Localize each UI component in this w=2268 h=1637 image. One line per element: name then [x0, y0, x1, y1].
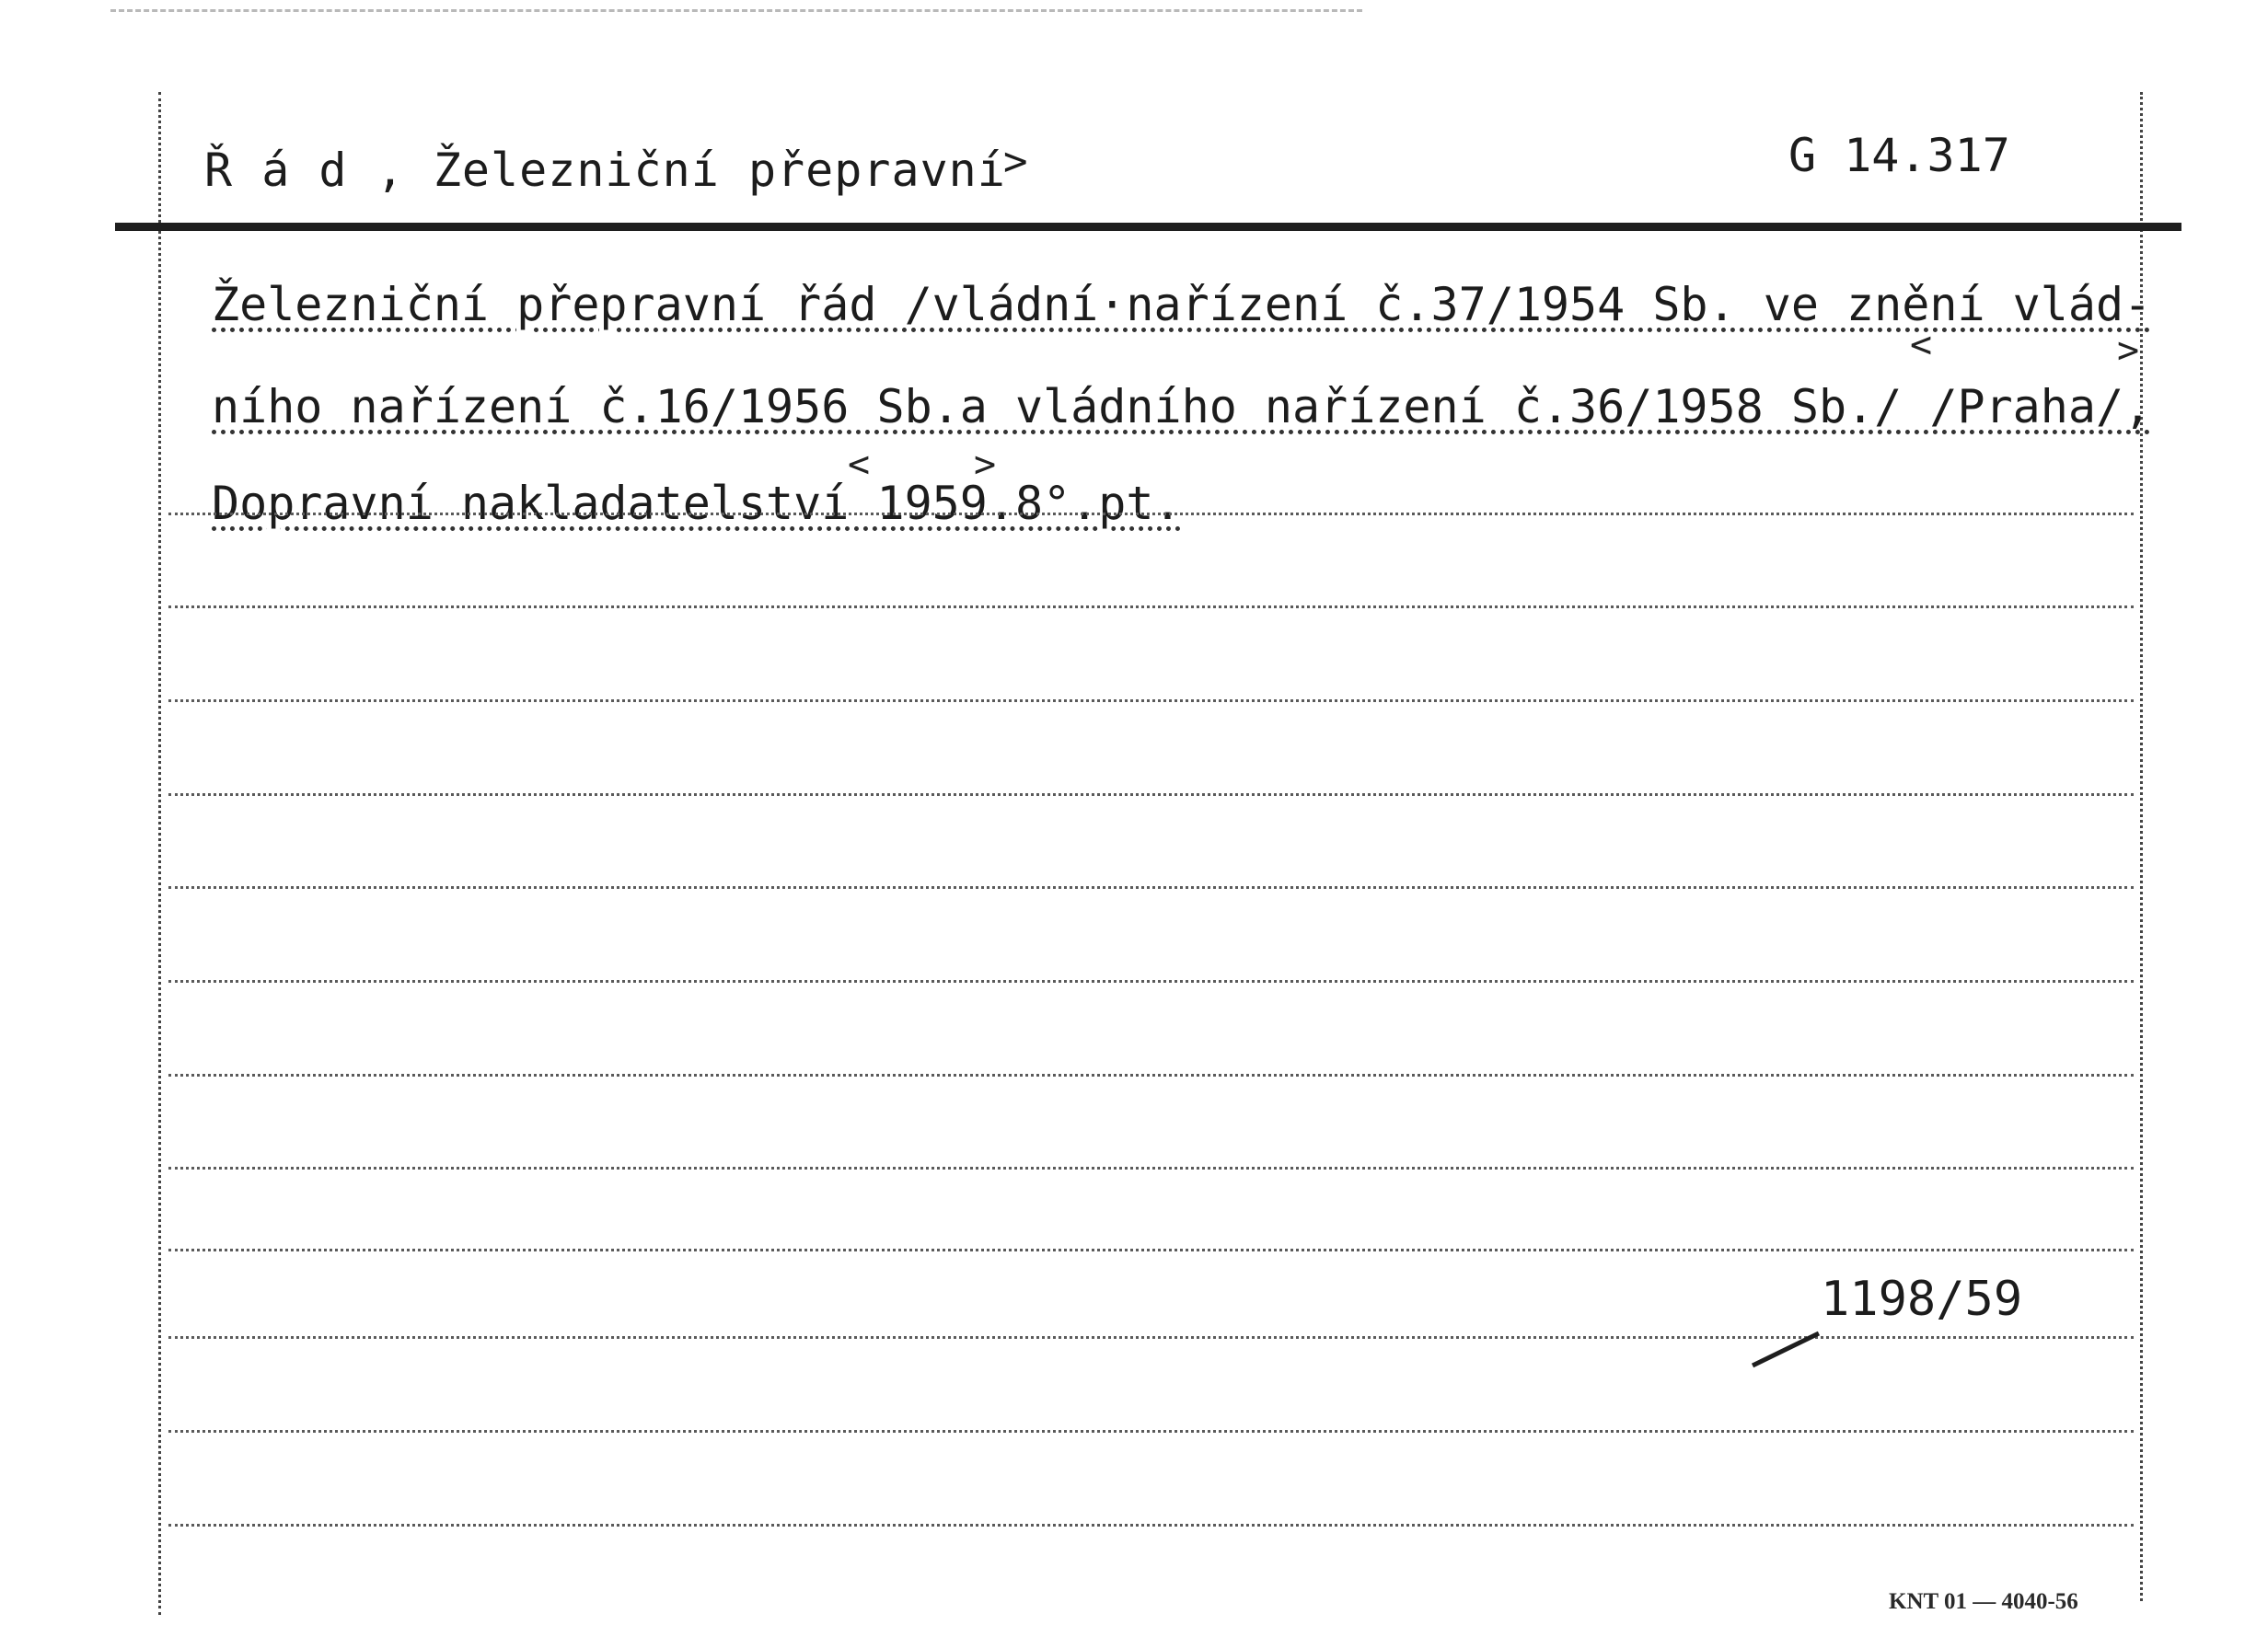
ruled-line — [168, 1524, 2134, 1527]
insert-mark: < — [848, 444, 871, 486]
heading-rule — [115, 223, 2181, 231]
ruled-line — [168, 980, 2134, 983]
entry-line: Železniční přepravní řád /vládní·nařízení č.37/1954 Sb. ve znění vlád- — [212, 278, 2152, 331]
insert-mark: < — [1910, 324, 1933, 366]
ruled-line — [168, 513, 2134, 515]
ruled-line — [168, 886, 2134, 889]
ruled-line — [168, 605, 2134, 608]
left-border — [158, 92, 161, 1615]
ruled-line — [168, 1249, 2134, 1251]
card-heading: Ř á d , Železniční přepravní — [204, 144, 1006, 197]
insert-mark: > — [2117, 329, 2140, 372]
ruled-line — [168, 1430, 2134, 1433]
ruled-line — [168, 1074, 2134, 1077]
heading-mark: > — [1003, 138, 1028, 185]
entry-line: ního nařízení č.16/1956 Sb.a vládního nařízení č.36/1958 Sb./ /Praha/, — [212, 380, 2152, 433]
form-code: KNT 01 — 4040-56 — [1889, 1589, 2078, 1614]
entry-line: Dopravní nakladatelství 1959.8°.pt. — [212, 477, 1182, 530]
ruled-line — [168, 1167, 2134, 1170]
top-edge-rule — [110, 9, 1362, 12]
accession-number: 1198/59 — [1821, 1272, 2023, 1327]
ruled-line — [168, 793, 2134, 796]
insert-mark: > — [974, 444, 997, 486]
ruled-line — [168, 699, 2134, 702]
call-number: G 14.317 — [1788, 129, 2010, 182]
ruled-line — [168, 1336, 2134, 1339]
